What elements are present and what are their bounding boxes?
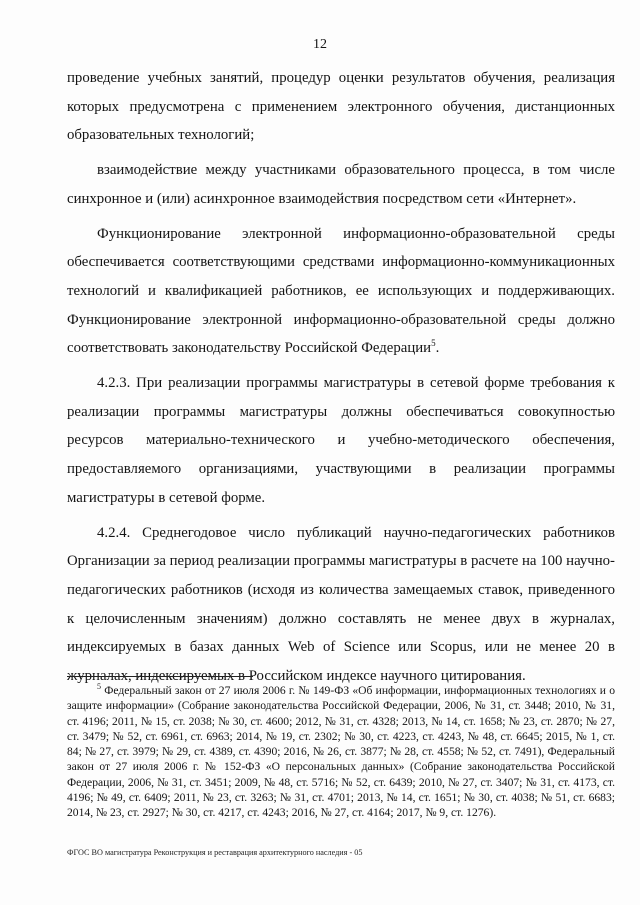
paragraph-text: 4.2.3. При реализации программы магистратуры в сетевой форме требования к реализации программы магистратуры должны обеспечиваться совокупностью ресурсов материально-технического и учебно-методического обеспечения, предоставляемого организациями, участвующими в реализации программы магистратуры в сетевой форме. <box>67 375 615 506</box>
paragraph-1 <box>67 64 615 150</box>
paragraph-text: 4.2.4. Среднегодовое число публикаций научно-педагогических работников Организации за период реализации программы магистратуры в расчете на 100 научно-педагогических работников (исходя из количества замещаемых ставок, приведенного к целочисленным значениям) должно составлять не менее двух в журналах, индексируемых в базах данных Web of Science или Scopus, или не менее 20 в журналах, индексируемых в Российском индексе научного цитирования. <box>67 524 615 685</box>
paragraph-text: взаимодействие между участниками образовательного процесса, в том числе синхронное и (или) асинхронное взаимодействия посредством сети «Интернет». <box>67 162 615 207</box>
footnote-reference[interactable]: 5 <box>431 338 436 349</box>
paragraph-4 <box>67 369 615 513</box>
paragraph-text: проведение учебных занятий, процедур оценки результатов обучения, реализация которых предусмотрена с применением электронного обучения, дистанционных образовательных технологий; <box>67 70 615 144</box>
paragraph-text: Функционирование электронной информационно-образовательной среды обеспечивается соответствующими средствами информационно-коммуникационных технологий и квалификацией работников, ее использующих и поддерживающих. Функционирование электронной информационно-образовательной среды должно соответствовать законодательству Российской Федерации <box>67 225 615 357</box>
footnote <box>67 683 615 821</box>
footnote-marker: 5 <box>97 682 101 692</box>
footnote-divider <box>67 676 253 677</box>
footnote-text: Федеральный закон от 27 июля 2006 г. № 149-ФЗ «Об информации, информационных технологиях и о защите информации» (Собрание законодательства Российской Федерации, 2006, № 31, ст. 3448; 2010, № 31, ст. 4196; 2011, № 15, ст. 2038; № 30, ст. 4600; 2012, № 31, ст. 4328; 2013, № 14, ст. 1658; № 23, ст. 2870; № 27, ст. 3479; № 52, ст. 6961, ст. 6963; 2014, № 19, ст. 2302; № 30, ст. 4223, ст. 4243, № 48, ст. 6645; 2015, № 1, ст. 84; № 27, ст. 3979; № 29, ст. 4389, ст. 4390; 2016, № 26, ст. 3877; № 28, ст. 4558; № 52, ст. 7491), Федеральный закон от 27 июля 2006 г. № 152-ФЗ «О персональных данных» (Собрание законодательства Российской Федерации, 2006, № 31, ст. 3451; 2009, № 48, ст. 5716; № 52, ст. 6439; 2010, № 27, ст. 3407; № 31, ст. 4173, ст. 4196; № 49, ст. 6409; 2011, № 23, ст. 3263; № 31, ст. 4701; 2013, № 14, ст. 1651; № 30, ст. 4038; № 51, ст. 6683; 2014, № 23, ст. 2927; № 30, ст. 4217, ст. 4243; 2016, № 27, ст. 4164; 2017, № 9, ст. 1276). <box>67 684 615 820</box>
page-footer: ФГОС ВО магистратура Реконструкция и реставрация архитектурного наследия - 05 <box>67 848 363 857</box>
paragraph-3: Функционирование электронной информационно-образовательной среды обеспечивается соответствующими средствами информационно-коммуникационных технологий и квалификацией работников, ее использующих и поддерживающих. Функционирование электронной информационно-образовательной среды должно соответствовать законодательству Российской Федерации$^5$. <box>67 225 615 357</box>
page-number: 12 <box>313 37 327 52</box>
paragraph-2 <box>67 156 615 213</box>
body-text <box>67 64 615 697</box>
paragraph-5 <box>67 519 615 691</box>
